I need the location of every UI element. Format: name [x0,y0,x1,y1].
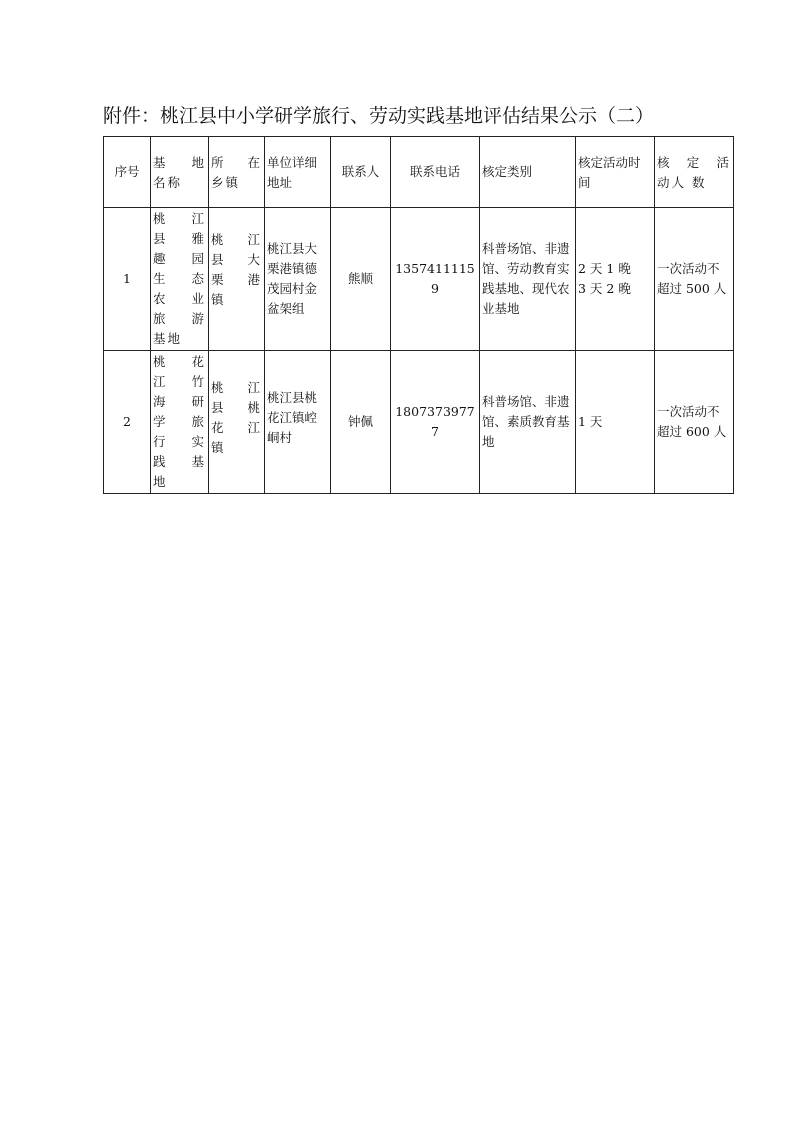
duration-line-2: 3 天 2 晚 [578,281,631,296]
header-name: 基 地 名称 [151,137,209,208]
page-title: 附件：桃江县中小学研学旅行、劳动实践基地评估结果公示（二） [103,105,655,127]
evaluation-results-table [103,136,734,494]
cell-name: 桃 花 江 竹 海 研 学 旅 行 实 践 基 地 [151,351,209,494]
cell-seq: 2 [104,351,151,494]
duration-line-1: 2 天 1 晚 [578,261,631,276]
cell-seq: 1 [104,208,151,351]
header-category: 核定类别 [480,137,576,208]
cell-category: 科普场馆、非遗馆、素质教育基地 [480,351,576,494]
header-duration: 核定活动时间 [576,137,655,208]
cell-name: 桃 江 县 雅 趣 园 生 态 农 业 旅 游 基地 [151,208,209,351]
table-row [104,208,734,351]
cell-phone: 18073739777 [391,351,480,494]
cell-contact: 钟佩 [331,351,391,494]
header-capacity: 核 定 活 动人 数 [655,137,734,208]
cell-capacity: 一次活动不超过 600 人 [655,351,734,494]
header-town: 所 在 乡镇 [209,137,265,208]
cell-town: 桃 江 县 桃 花 江 镇 [209,351,265,494]
cell-address: 桃江县桃花江镇崆峒村 [265,351,331,494]
header-contact: 联系人 [331,137,391,208]
header-address: 单位详细地址 [265,137,331,208]
cell-duration [576,351,655,494]
cell-capacity: 一次活动不超过 500 人 [655,208,734,351]
cell-address: 桃江县大栗港镇德茂园村金盆架组 [265,208,331,351]
table-row [104,351,734,494]
header-phone: 联系电话 [391,137,480,208]
duration-line-1: 1 天 [578,414,603,429]
cell-phone: 13574111159 [391,208,480,351]
cell-town: 桃 江 县 大 栗 港 镇 [209,208,265,351]
table-header-row [104,137,734,208]
header-seq: 序号 [104,137,151,208]
cell-duration [576,208,655,351]
cell-category: 科普场馆、非遗馆、劳动教育实践基地、现代农业基地 [480,208,576,351]
cell-contact: 熊顺 [331,208,391,351]
